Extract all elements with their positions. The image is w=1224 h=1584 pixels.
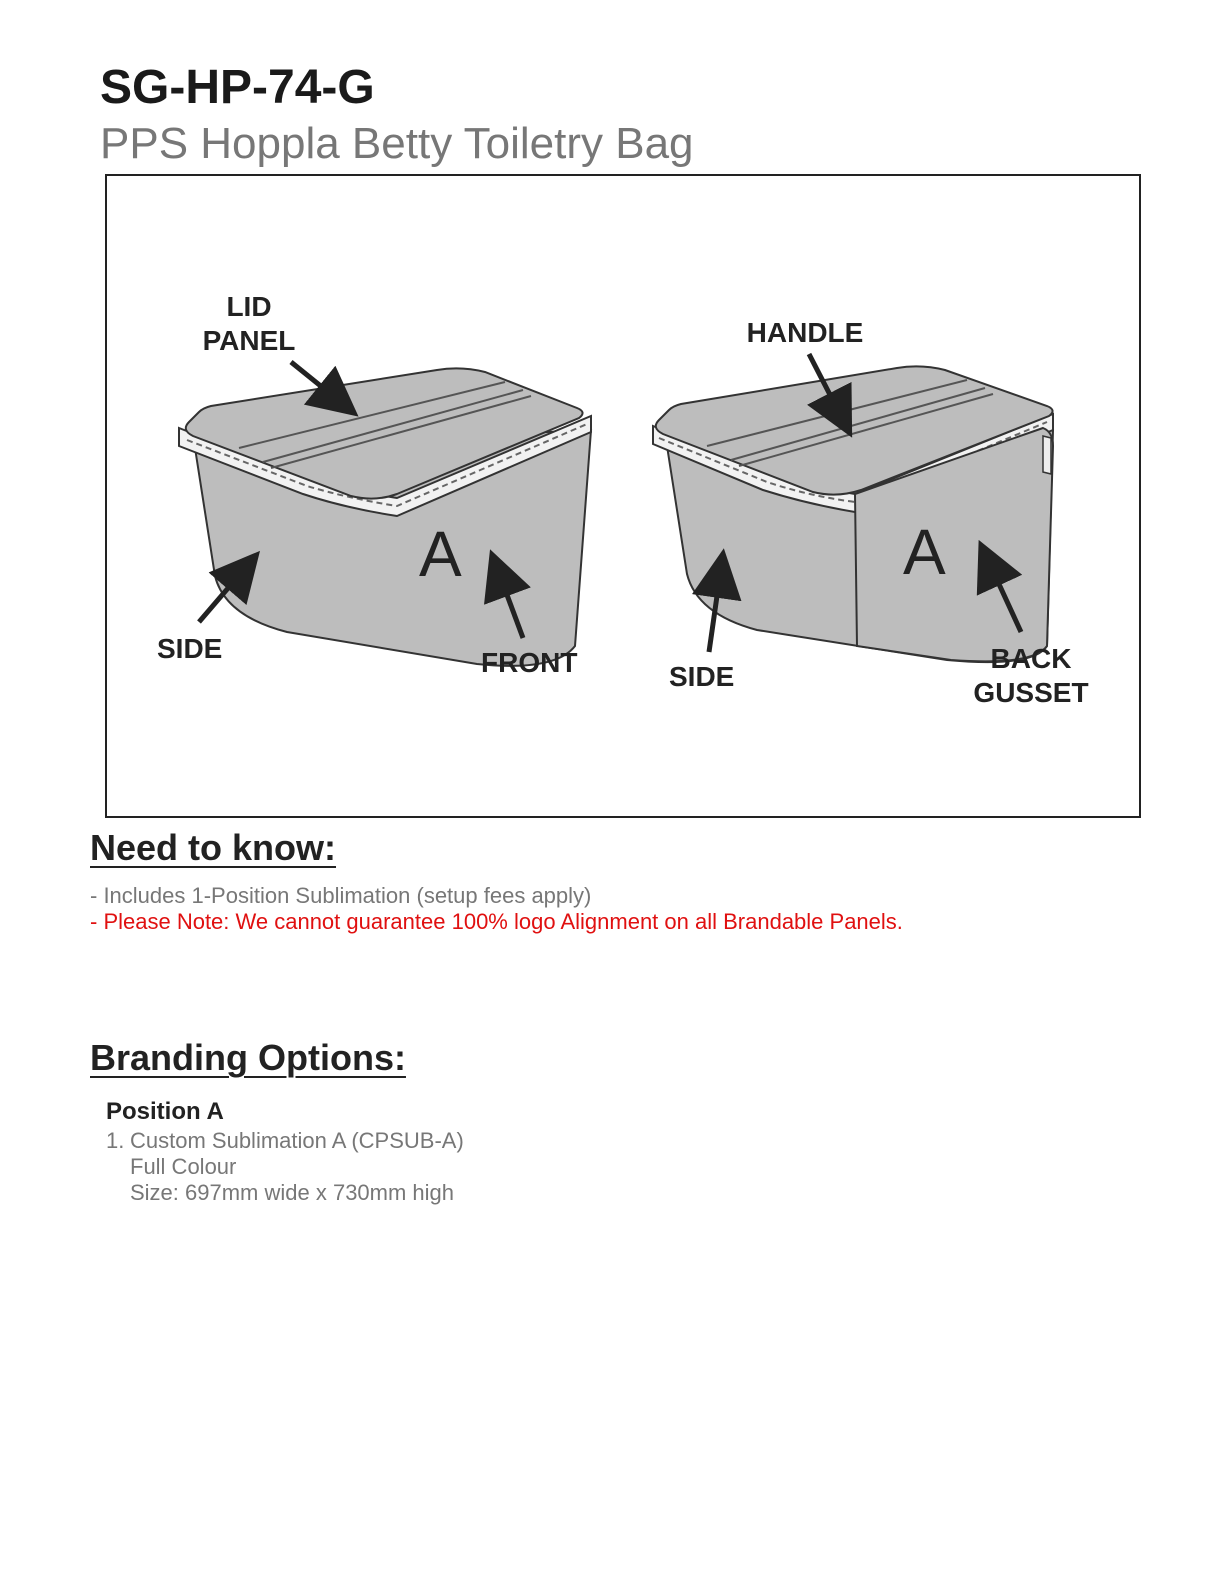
need-to-know-heading: Need to know: bbox=[90, 827, 337, 868]
need-to-know-line-1: - Includes 1-Position Sublimation (setup fees apply) bbox=[90, 883, 592, 908]
back-gusset-label-line2: GUSSET bbox=[973, 677, 1089, 708]
lid-label-line1: LID bbox=[226, 291, 272, 322]
option-name: Custom Sublimation A (CPSUB-A) bbox=[130, 1128, 464, 1153]
need-to-know-line-2: - Please Note: We cannot guarantee 100% logo Alignment on all Brandable Panels. bbox=[90, 909, 903, 934]
left-bag-illustration bbox=[179, 368, 591, 665]
left-position-a-mark: A bbox=[419, 518, 462, 590]
branding-option-1 bbox=[106, 1128, 464, 1206]
option-colour: Full Colour bbox=[130, 1154, 237, 1179]
product-diagram-frame bbox=[105, 174, 1141, 818]
branding-options-heading: Branding Options: bbox=[90, 1037, 406, 1078]
bag-diagram bbox=[107, 176, 1139, 816]
option-number: 1. bbox=[106, 1128, 125, 1153]
option-size: Size: 697mm wide x 730mm high bbox=[130, 1180, 455, 1205]
left-side-label: SIDE bbox=[157, 633, 223, 664]
right-position-a-mark: A bbox=[903, 516, 946, 588]
product-title: PPS Hoppla Betty Toiletry Bag bbox=[100, 119, 694, 168]
position-a-title: Position A bbox=[106, 1098, 224, 1125]
handle-label: HANDLE bbox=[746, 317, 864, 348]
lid-label-line2: PANEL bbox=[202, 325, 296, 356]
front-label: FRONT bbox=[481, 647, 578, 678]
right-side-label: SIDE bbox=[669, 661, 735, 692]
product-code: SG-HP-74-G bbox=[100, 61, 375, 114]
back-gusset-label-line1: BACK bbox=[990, 643, 1072, 674]
